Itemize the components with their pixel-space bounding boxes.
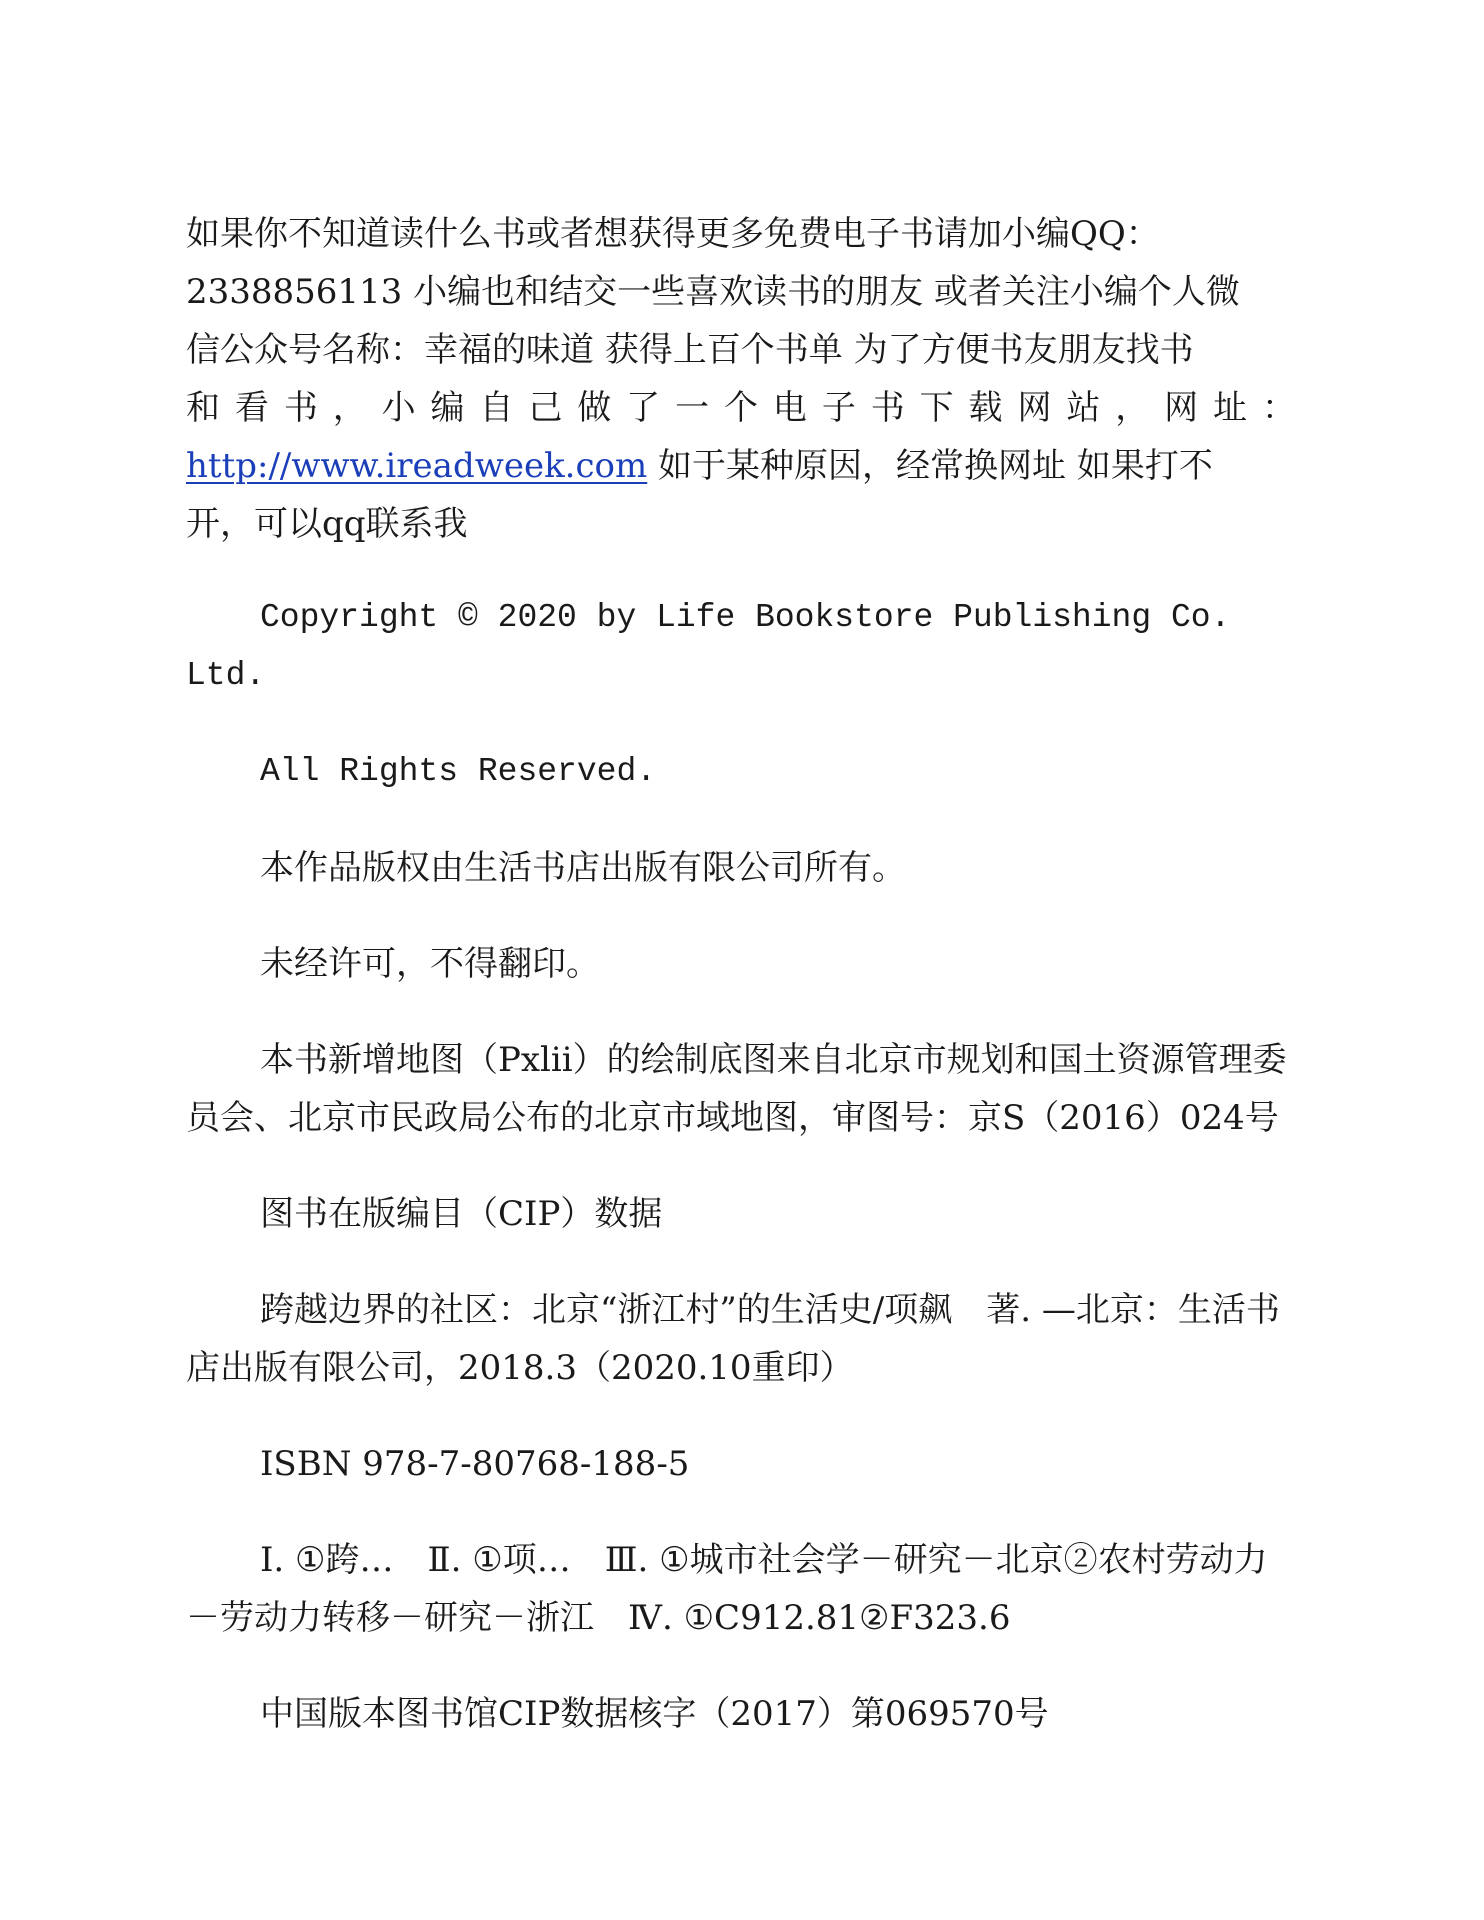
cip-book-entry: 跨越边界的社区：北京“浙江村”的生活史/项飙 著. —北京：生活书店出版有限公司，2018.3（2020.10重印）: [186, 1290, 1280, 1388]
promo-line-4: 和看书，小编自己做了一个电子书下载网站，网址：: [186, 388, 1296, 428]
promo-line-5: 如于某种原因，经常换网址 如果打不: [647, 446, 1213, 486]
cip-heading: 图书在版编目（CIP）数据: [260, 1194, 663, 1234]
website-link[interactable]: http://www.ireadweek.com: [186, 446, 648, 486]
promo-line-3: 信公众号名称：幸福的味道 获得上百个书单 为了方便书友朋友找书: [186, 330, 1194, 370]
no-reprint-notice: 未经许可，不得翻印。: [260, 944, 600, 984]
cip-number: 中国版本图书馆CIP数据核字（2017）第069570号: [260, 1694, 1049, 1734]
promo-line-1: 如果你不知道读什么书或者想获得更多免费电子书请加小编QQ：: [186, 214, 1160, 254]
isbn: ISBN 978-7-80768-188-5: [260, 1444, 690, 1484]
page-content: [186, 205, 1296, 1743]
promo-line-6: 开，可以qq联系我: [186, 504, 468, 544]
all-rights-reserved: All Rights Reserved.: [260, 753, 657, 790]
promo-notice: [186, 205, 1296, 553]
chinese-copyright: 本作品版权由生活书店出版有限公司所有。: [260, 848, 906, 888]
map-approval-note: 本书新增地图（Pxlii）的绘制底图来自北京市规划和国土资源管理委员会、北京市民政局公布的北京市域地图，审图号：京S（2016）024号: [186, 1040, 1287, 1138]
promo-line-2: 2338856113 小编也和结交一些喜欢读书的朋友 或者关注小编个人微: [186, 272, 1240, 312]
copyright-english: Copyright © 2020 by Life Bookstore Publishing Co. Ltd.: [186, 599, 1231, 694]
cip-classification: Ⅰ. ①跨… Ⅱ. ①项… Ⅲ. ①城市社会学－研究－北京②农村劳动力－劳动力转移－研究－浙江 Ⅳ. ①C912.81②F323.6: [186, 1540, 1268, 1638]
